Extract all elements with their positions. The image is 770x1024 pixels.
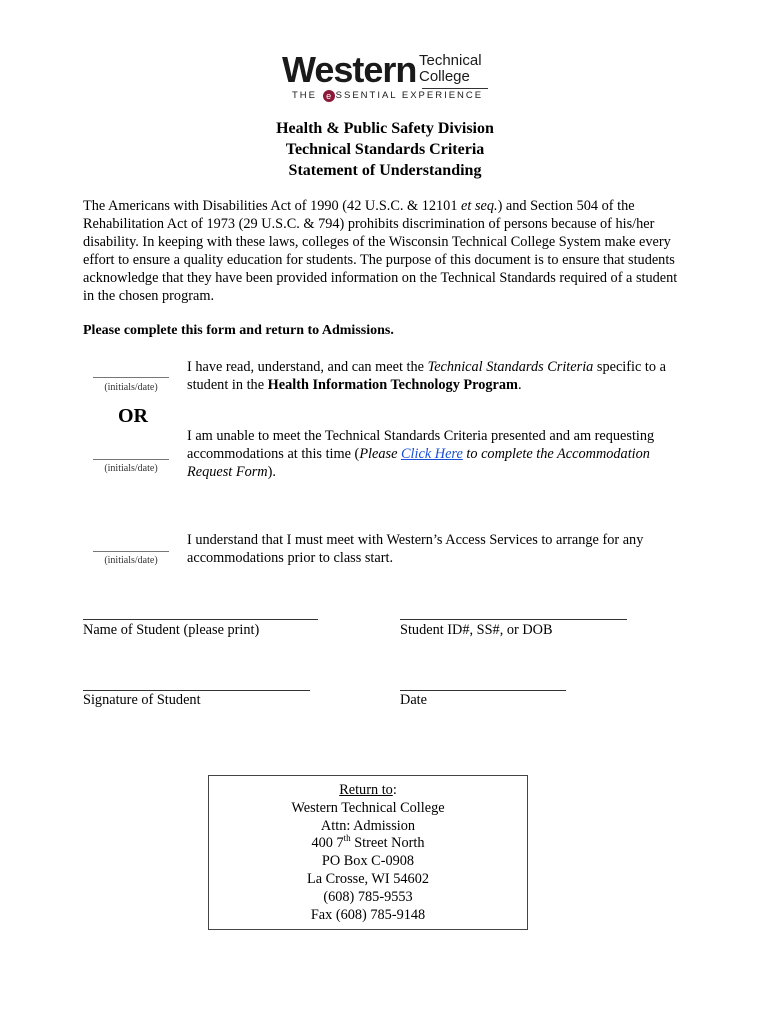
statement2-pre: I am unable to meet the Technical Standards Criteria presented and am requesting accommodations at this time (: [187, 428, 655, 462]
title-line-1: Health & Public Safety Division: [276, 120, 494, 137]
return-street: [209, 835, 527, 853]
return-heading-text: Return to: [339, 782, 393, 798]
logo-tagline: [292, 90, 483, 102]
statement2-post: ).: [267, 464, 276, 480]
return-heading: [209, 782, 527, 800]
return-city: La Crosse, WI 54602: [306, 870, 430, 887]
statement1-pre: I have read, understand, and can meet the: [187, 359, 428, 375]
logo-rule: [422, 88, 488, 89]
click-here-link[interactable]: Click Here: [401, 446, 463, 462]
statement1-mid: specific to a student in the: [187, 359, 666, 393]
form-instruction: Please complete this form and return to Admissions.: [83, 323, 394, 338]
student-id-field[interactable]: [400, 619, 627, 620]
street-name: Street North: [350, 835, 425, 852]
college-logo: [282, 50, 492, 110]
student-id-label: Student ID#, SS#, or DOB: [400, 622, 553, 638]
statement-can-meet: [187, 358, 687, 394]
return-po-box: PO Box C-0908: [321, 853, 415, 870]
statement-access-services: I understand that I must meet with Western’s Access Services to arrange for any accommodations prior to class start.: [187, 532, 644, 566]
logo-college-text: College: [419, 68, 470, 85]
title-line-3: Statement of Understanding: [288, 162, 482, 179]
title-line-2: Technical Standards Criteria: [285, 141, 485, 158]
return-phone: (608) 785-9553: [323, 888, 413, 905]
tagline-e-icon: e: [323, 90, 335, 102]
statement1-post: .: [517, 377, 522, 393]
intro-part-1: The Americans with Disabilities Act of 1990 (42 U.S.C. & 12101: [83, 198, 462, 214]
initials-label-1: (initials/date): [104, 382, 158, 393]
or-label: OR: [118, 405, 148, 427]
statement1-italic: Technical Standards Criteria: [427, 359, 594, 375]
student-name-field[interactable]: [83, 619, 318, 620]
initials-label-3: (initials/date): [104, 555, 158, 566]
return-attn: Attn: Admission: [320, 817, 416, 834]
statement2-italic-2: to complete the Accommodation Request Form: [187, 446, 650, 480]
document-title: [0, 118, 770, 181]
initials-label-2: (initials/date): [104, 463, 158, 474]
return-fax: Fax (608) 785-9148: [310, 906, 426, 923]
intro-part-2: ) and Section 504 of the Rehabilitation Act of 1973 (29 U.S.C. & 794) prohibits discrimination of persons because of his/her disability. In keeping with these laws, colleges of the Wisconsin Technical College System make every effort to ensure a quality education for students. The purpose of this document is to ensure that students acknowledge that they have been provided information on the Technical Standards required of a student in the chosen program.: [83, 198, 678, 304]
student-name-label: Name of Student (please print): [83, 622, 260, 638]
statement1-program: Health Information Technology Program: [267, 377, 518, 393]
return-org: Western Technical College: [291, 799, 445, 816]
student-signature-label: Signature of Student: [83, 692, 201, 708]
return-heading-colon: :: [392, 782, 397, 798]
tagline-pre: THE: [292, 90, 322, 101]
tagline-post: SSENTIAL EXPERIENCE: [335, 90, 484, 101]
street-suffix: th: [343, 833, 351, 844]
statement2-italic-1: Please: [359, 446, 402, 462]
statement-unable-to-meet: [187, 427, 687, 481]
initials-field-2[interactable]: [93, 459, 169, 460]
intro-et-seq: et seq.: [461, 198, 498, 214]
intro-paragraph: [83, 197, 688, 305]
return-address-box: [208, 775, 528, 930]
date-label: Date: [400, 692, 427, 708]
logo-technical-text: Technical: [419, 52, 482, 69]
logo-western-text: Western: [282, 49, 417, 90]
street-number: 400 7: [311, 835, 344, 852]
initials-field-1[interactable]: [93, 377, 169, 378]
initials-field-3[interactable]: [93, 551, 169, 552]
